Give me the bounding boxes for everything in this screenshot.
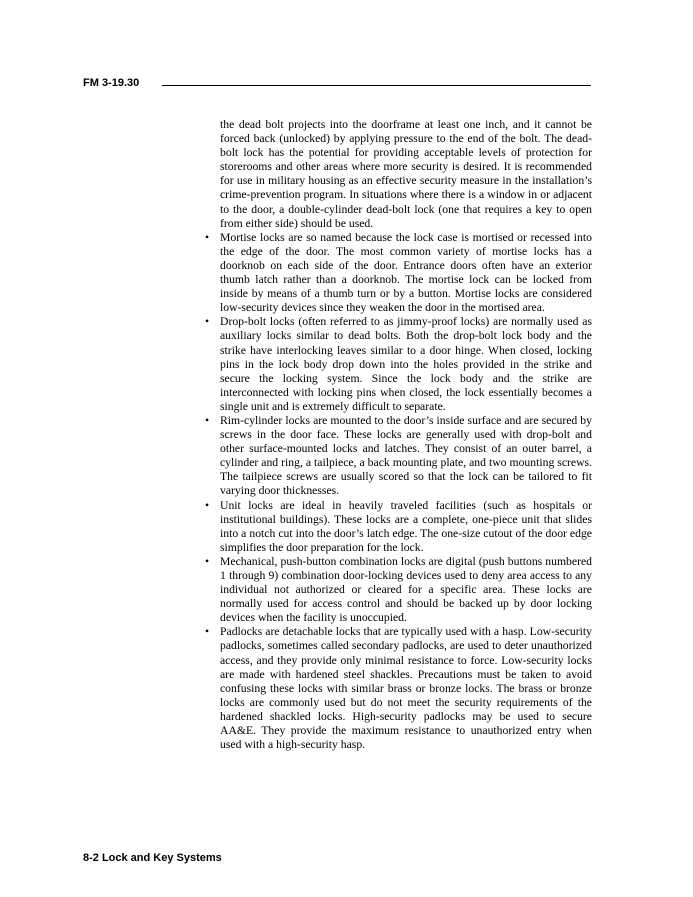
- list-item-text: Mortise locks are so named because the lock case is mortised or recessed into the edge of the door. The most common variety of mortise locks has a doorknob on each side of the door. Entrance doors often have an exterior thumb latch rather than a doorknob. The mortise lock can be locked from inside by means of a thumb turn or by a button. Mortise locks are considered low-security devices since they weaken the door in the mortised area.: [220, 230, 592, 315]
- list-item-rim-cylinder-locks: [205, 414, 592, 499]
- page-footer: 8-2 Lock and Key Systems: [83, 852, 222, 864]
- document-id: FM 3-19.30: [83, 77, 140, 89]
- continuation-paragraph: the dead bolt projects into the doorframe at least one inch, and it cannot be forced back (unlocked) by applying pressure to the end of the bolt. The dead-bolt lock has the potential for providing acceptable levels of protection for storerooms and other areas where more security is desired. It is recommended for use in military housing as an effective security measure in the installation’s crime-prevention program. In situations where there is a window in or adjacent to the door, a double-cylinder dead-bolt lock (one that requires a key to open from either side) should be used.: [220, 118, 592, 230]
- bullet-icon: •: [205, 413, 210, 427]
- list-item-text: Mechanical, push-button combination locks are digital (push buttons numbered 1 through 9) combination door-locking devices used to deny area access to any individual not authorized or cleared for a specific area. These locks are normally used for access control and should be backed up by door locking devices when the facility is unoccupied.: [220, 554, 592, 625]
- list-item-drop-bolt-locks: [205, 315, 592, 414]
- header-rule: [162, 85, 591, 86]
- lock-types-list: [205, 231, 592, 752]
- list-item-text: Drop-bolt locks (often referred to as jimmy-proof locks) are normally used as auxiliary locks similar to dead bolts. Both the drop-bolt lock body and the strike have interlocking leaves similar to a door hinge. When closed, locking pins in the lock body drop down into the holes provided in the strike and secure the locking system. Since the lock body and the strike are interconnected with locking pins when closed, the lock essentially becomes a single unit and is extremely difficult to separate.: [220, 315, 592, 413]
- list-item-unit-locks: [205, 499, 592, 555]
- bullet-icon: •: [205, 230, 210, 244]
- list-item-text: Padlocks are detachable locks that are typically used with a hasp. Low-security padlocks, sometimes called secondary padlocks, are used to deter unauthorized access, and they provide only minimal resistance to force. Low-security locks are made with hardened steel shackles. Precautions must be taken to avoid confusing these locks with similar brass or bronze locks. The brass or bronze locks are commonly used but do not meet the security requirements of the hardened shackled locks. High-security padlocks may be used to secure AA&E. They provide the maximum resistance to unauthorized entry when used with a high-security hasp.: [220, 625, 592, 752]
- bullet-icon: •: [205, 498, 210, 512]
- main-content: [205, 118, 592, 752]
- list-item-push-button-locks: [205, 555, 592, 625]
- bullet-icon: •: [205, 554, 210, 568]
- list-item-padlocks: [205, 625, 592, 752]
- bullet-icon: •: [205, 625, 210, 639]
- bullet-icon: •: [205, 315, 210, 329]
- list-item-text: Rim-cylinder locks are mounted to the door’s inside surface and are secured by screws in the door face. These locks are generally used with drop-bolt and other surface-mounted locks and latches. They consist of an outer barrel, a cylinder and ring, a tailpiece, a back mounting plate, and two mounting screws. The tailpiece screws are usually scored so that the lock can be tailored to fit varying door thicknesses.: [220, 413, 592, 498]
- list-item-text: Unit locks are ideal in heavily traveled facilities (such as hospitals or institutional buildings). These locks are a complete, one-piece unit that slides into a notch cut into the door’s latch edge. The one-size cutout of the door edge simplifies the door preparation for the lock.: [220, 498, 592, 554]
- list-item-mortise-locks: [205, 231, 592, 316]
